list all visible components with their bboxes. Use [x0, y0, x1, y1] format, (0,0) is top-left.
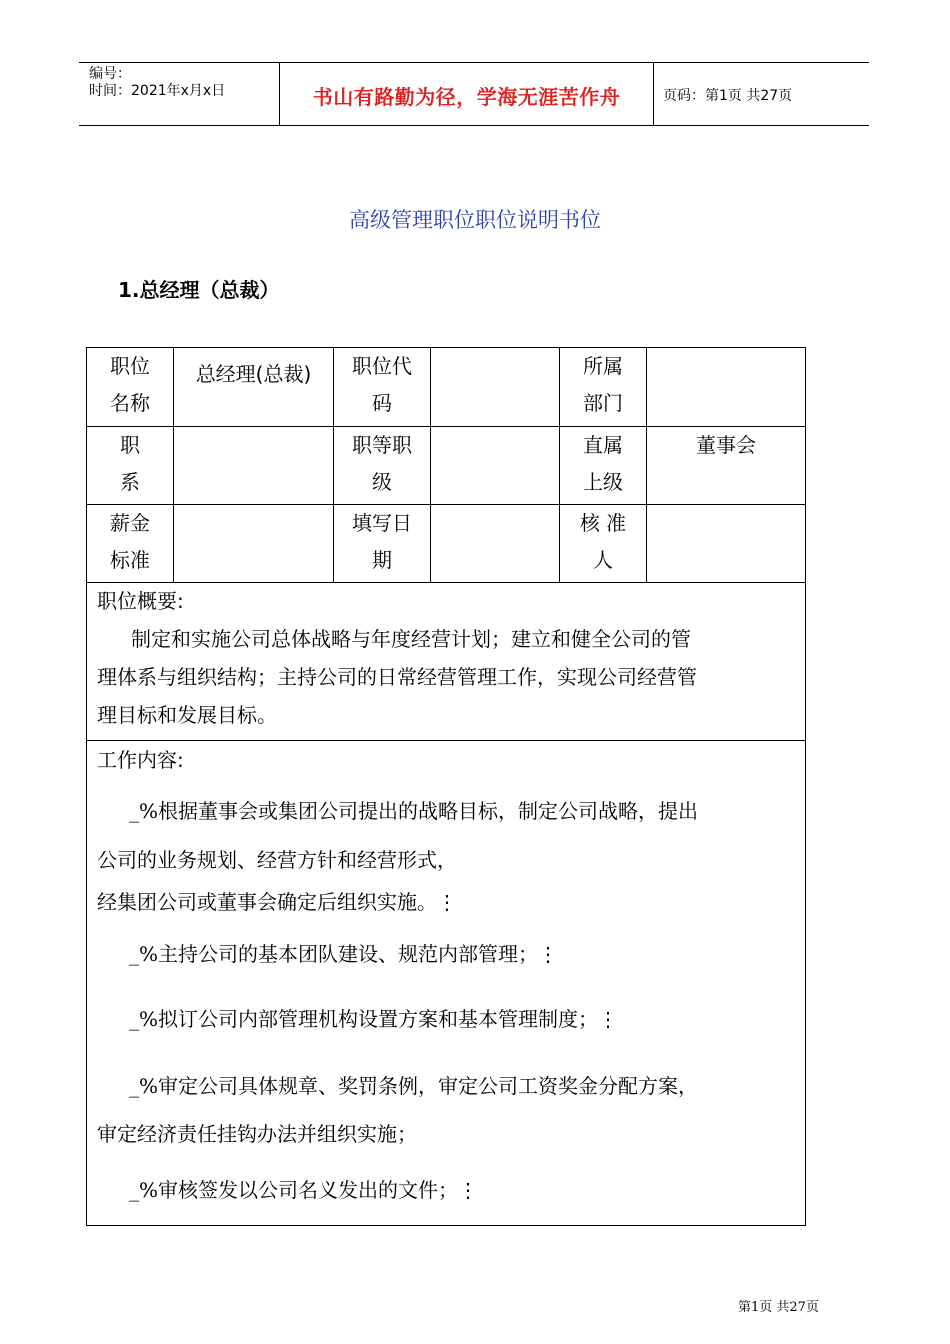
work-item: _%审定公司具体规章、奖罚条例，审定公司工资奖金分配方案， — [129, 1074, 699, 1098]
value-direct-supervisor: 董事会 — [647, 427, 806, 505]
label-position-code: 职位代 码 — [334, 348, 431, 427]
header-page-info: 页码：第1页 共27页 — [663, 88, 793, 104]
work-item: _%主持公司的基本团队建设、规范内部管理；⋮ — [129, 942, 559, 966]
value-fill-date — [431, 505, 560, 583]
value-approver — [647, 505, 806, 583]
value-position-name: 总经理(总裁) — [174, 348, 334, 427]
value-salary-standard — [174, 505, 334, 583]
value-job-family — [174, 427, 334, 505]
header-meta — [89, 66, 225, 100]
work-item: 公司的业务规划、经营方针和经营形式， — [97, 848, 457, 872]
summary-heading: 职位概要: — [97, 589, 184, 613]
work-item: _%审核签发以公司名义发出的文件；⋮ — [129, 1178, 479, 1202]
value-job-grade — [431, 427, 560, 505]
label-direct-supervisor: 直属 上级 — [560, 427, 647, 505]
document-title: 高级管理职位职位说明书位 — [349, 208, 601, 232]
table-row — [87, 505, 806, 583]
work-heading: 工作内容: — [97, 748, 184, 772]
value-position-code — [431, 348, 560, 427]
label-fill-date: 填写日 期 — [334, 505, 431, 583]
section-heading: 1.总经理（总裁） — [118, 278, 280, 302]
label-department: 所属 部门 — [560, 348, 647, 427]
value-department — [647, 348, 806, 427]
label-job-grade: 职等职 级 — [334, 427, 431, 505]
summary-line: 理体系与组织结构；主持公司的日常经营管理工作，实现公司经营管 — [97, 665, 697, 689]
work-item: 审定经济责任挂钩办法并组织实施； — [97, 1122, 417, 1146]
label-approver: 核 准 人 — [560, 505, 647, 583]
position-info-table — [86, 347, 806, 583]
header-divider — [653, 63, 654, 125]
summary-line: 理目标和发展目标。 — [97, 703, 277, 727]
description-box — [86, 581, 806, 1226]
section-divider — [87, 740, 805, 741]
table-row — [87, 348, 806, 427]
work-item: _%根据董事会或集团公司提出的战略目标，制定公司战略，提出 — [129, 799, 699, 823]
label-job-family: 职 系 — [87, 427, 174, 505]
header-time-label: 时间：2021年x月x日 — [89, 83, 226, 99]
label-salary-standard: 薪金 标准 — [87, 505, 174, 583]
label-position-name: 职位 名称 — [87, 348, 174, 427]
work-item: 经集团公司或董事会确定后组织实施。⋮ — [97, 890, 457, 914]
work-item: _%拟订公司内部管理机构设置方案和基本管理制度；⋮ — [129, 1007, 619, 1031]
header-motto: 书山有路勤为径，学海无涯苦作舟 — [312, 85, 621, 109]
page-footer: 第1页 共27页 — [738, 1300, 819, 1315]
page-header — [79, 62, 869, 126]
header-number-label: 编号： — [89, 66, 131, 82]
summary-line: 制定和实施公司总体战略与年度经营计划；建立和健全公司的管 — [131, 627, 691, 651]
table-row — [87, 427, 806, 505]
